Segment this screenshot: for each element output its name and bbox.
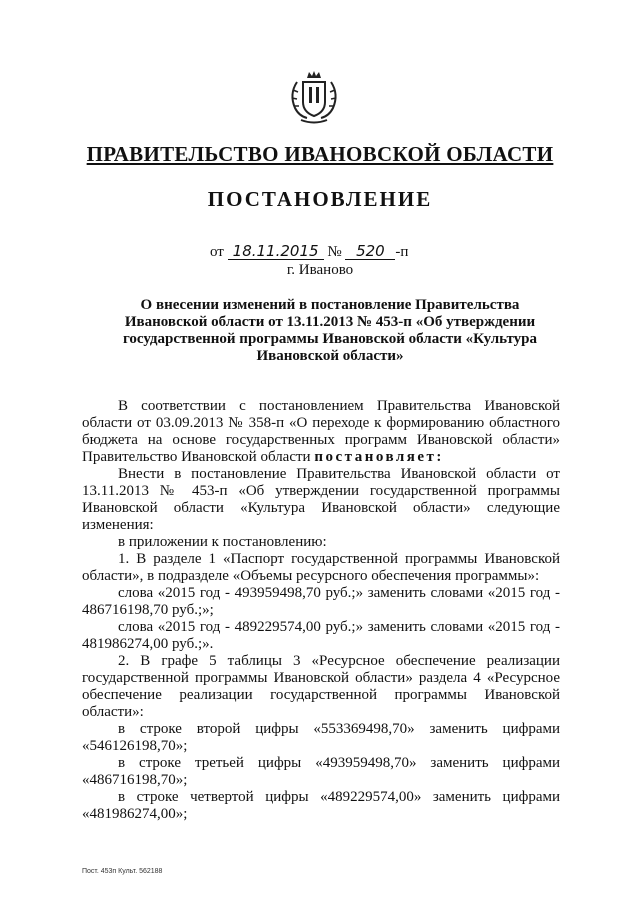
document-body <box>82 398 560 823</box>
paragraph: слова «2015 год - 493959498,70 руб.;» заменить словами «2015 год - 486716198,70 руб.;»; <box>82 585 560 618</box>
paragraph: в приложении к постановлению: <box>118 534 327 550</box>
paragraph: в строке четвертой цифры «489229574,00» заменить цифрами «481986274,00»; <box>82 789 560 822</box>
paragraph: в строке второй цифры «553369498,70» заменить цифрами «546126198,70»; <box>82 721 560 754</box>
number-suffix: -п <box>395 244 409 260</box>
paragraph: 2. В графе 5 таблицы 3 «Ресурсное обеспечение реализации государственной программы Ивановской области» раздела 4 «Ресурсное обеспечение реализации государственной программы Ивановской области»: <box>82 653 560 720</box>
paragraph-preamble: В соответствии с постановлением Правительства Ивановской области от 03.09.2013 № 358-п «О переходе к формированию областного бюджета на основе государственных программ Ивановской области» Правительство Ивановской области постановляет: <box>82 398 560 465</box>
organization-title: ПРАВИТЕЛЬСТВО ИВАНОВСКОЙ ОБЛАСТИ <box>86 142 554 166</box>
paragraph: слова «2015 год - 489229574,00 руб.;» заменить словами «2015 год - 481986274,00 руб.;». <box>82 619 560 652</box>
number-sign: № <box>327 244 342 260</box>
decree-word: постановляет: <box>314 449 444 465</box>
handwritten-number: 520 <box>345 243 395 260</box>
footer-reference: Пост. 453п Культ. 562188 <box>82 868 163 875</box>
coat-of-arms-icon <box>285 68 343 126</box>
document-title: О внесении изменений в постановление Правительства Ивановской области от 13.11.2013 № 453-п «Об утверждении государственной программы Ивановской области «Культура Ивановской области» <box>122 297 538 364</box>
date-prefix: от <box>210 244 224 260</box>
paragraph: в строке третьей цифры «493959498,70» заменить цифрами «486716198,70»; <box>82 755 560 788</box>
handwritten-date: 18.11.2015 <box>228 243 324 260</box>
paragraph: Внести в постановление Правительства Ивановской области от 13.11.2013 № 453-п «Об утверждении государственной программы Ивановской области «Культура Ивановской области» следующие изменения: <box>82 466 560 533</box>
document-type: ПОСТАНОВЛЕНИЕ <box>207 187 433 211</box>
city: г. Иваново <box>286 262 354 278</box>
date-line <box>210 243 408 261</box>
paragraph: 1. В разделе 1 «Паспорт государственной программы Ивановской области», в подразделе «Объемы ресурсного обеспечения программы»: <box>82 551 560 584</box>
